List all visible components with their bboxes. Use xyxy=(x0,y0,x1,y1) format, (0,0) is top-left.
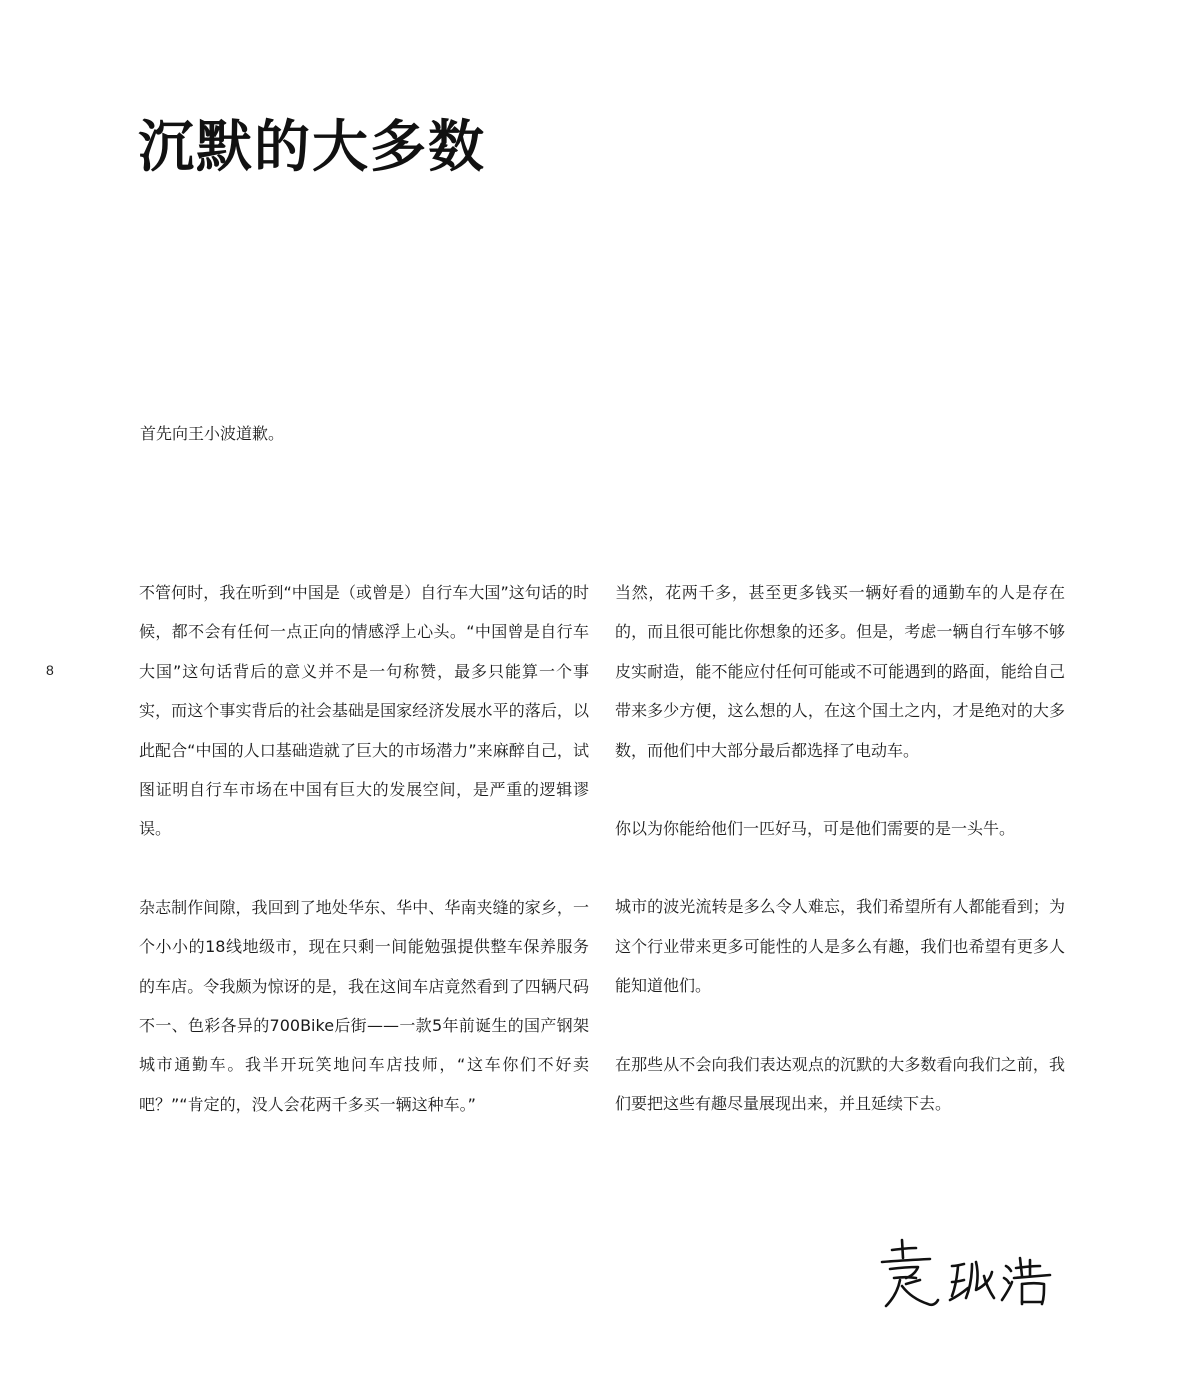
page-title: 沉默的大多数 xyxy=(138,115,486,180)
left-text-column xyxy=(139,573,589,1163)
handwritten-signature xyxy=(872,1236,1057,1316)
paragraph: 在那些从不会向我们表达观点的沉默的大多数看向我们之前，我们要把这些有趣尽量展现出来，并且延续下去。 xyxy=(615,1054,1065,1114)
paragraph: 你以为你能给他们一匹好马，可是他们需要的是一头牛。 xyxy=(615,819,1016,839)
intro-line: 首先向王小波道歉。 xyxy=(140,424,285,443)
page-number: 8 xyxy=(46,662,54,678)
right-text-column xyxy=(615,573,1065,1162)
paragraph: 杂志制作间隙，我回到了地处华东、华中、华南夹缝的家乡，一个小小的18线地级市，现在只剩一间能勉强提供整车保养服务的车店。令我颇为惊讶的是，我在这间车店竟然看到了四辆尺码不一、色彩各异的700Bike后街——一款5年前诞生的国产钢架城市通勤车。我半开玩笑地问车店技师，“这车你们不好卖吧？”“肯定的，没人会花两千多买一辆这种车。” xyxy=(139,897,589,1114)
paragraph: 当然，花两千多，甚至更多钱买一辆好看的通勤车的人是存在的，而且很可能比你想象的还多。但是，考虑一辆自行车够不够皮实耐造，能不能应付任何可能或不可能遇到的路面，能给自己带来多少方便，这么想的人，在这个国土之内，才是绝对的大多数，而他们中大部分最后都选择了电动车。 xyxy=(615,583,1065,760)
paragraph: 城市的波光流转是多么令人难忘，我们希望所有人都能看到；为这个行业带来更多可能性的人是多么有趣，我们也希望有更多人能知道他们。 xyxy=(615,897,1065,996)
paragraph: 不管何时，我在听到“中国是（或曾是）自行车大国”这句话的时候，都不会有任何一点正向的情感浮上心头。“中国曾是自行车大国”这句话背后的意义并不是一句称赞，最多只能算一个事实，而这个事实背后的社会基础是国家经济发展水平的落后，以此配合“中国的人口基础造就了巨大的市场潜力”来麻醉自己，试图证明自行车市场在中国有巨大的发展空间，是严重的逻辑谬误。 xyxy=(139,583,589,839)
